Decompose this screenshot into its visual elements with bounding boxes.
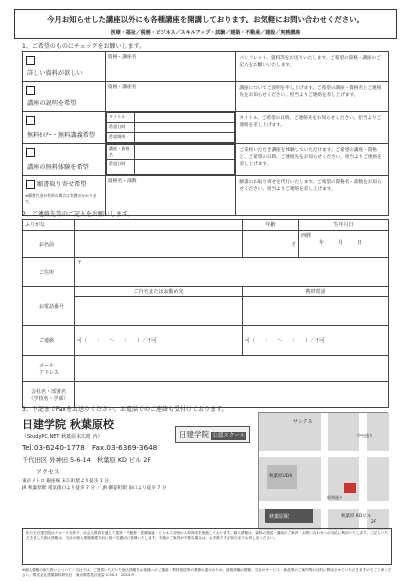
title-input[interactable]	[134, 113, 235, 123]
place-input[interactable]	[134, 133, 235, 143]
mobile-label: 携帯電話	[243, 287, 389, 297]
course-input[interactable]	[134, 145, 235, 160]
email-input[interactable]	[75, 356, 389, 382]
logo-text: 日建学院	[179, 430, 209, 439]
contact-label: ご連絡	[23, 326, 75, 356]
access-line1: 東京メトロ 銀座線 末広町駅より徒歩 1 分	[22, 479, 109, 484]
section1-title: 1、ご希望のものにチェックをお願いします。	[22, 43, 146, 50]
postal-label: 〒	[77, 260, 83, 266]
header-box	[14, 9, 397, 39]
month-label: 月	[338, 240, 344, 246]
phone-label: お電話番号	[23, 287, 75, 326]
field-label: 希望場所	[106, 133, 134, 143]
checkbox-application[interactable]	[26, 180, 35, 189]
company-label: 会社名・部署名 （学校名・学部）	[23, 382, 75, 408]
name-label: お名前	[23, 231, 75, 258]
address-label: ご住所	[23, 258, 75, 287]
field-label: 資格名・部数	[107, 179, 137, 184]
birthday-input[interactable]	[299, 231, 389, 258]
map-label: 中央通り	[357, 433, 373, 438]
access-map	[258, 412, 388, 529]
map-label: 2F	[371, 520, 377, 525]
checkbox-trial[interactable]	[26, 148, 35, 157]
era-label: 西暦	[301, 233, 312, 239]
contact-time-mobile[interactable]: 可（ ： ～ ： ）／不可	[243, 326, 389, 356]
table-row	[23, 144, 389, 176]
home-phone-input[interactable]	[75, 297, 243, 326]
email-label: メール アドレス	[23, 356, 75, 382]
checkbox-seminar[interactable]	[26, 116, 35, 125]
sai-label: 才	[243, 231, 299, 258]
access-line2: JR 秋葉原駅 電気街口より徒歩 7 分 ／ JR 御徒町駅 南口より徒歩 7 分	[22, 486, 167, 491]
field-label: 資格・講座名	[107, 55, 137, 60]
name-input[interactable]	[75, 231, 243, 258]
date-input[interactable]	[134, 123, 235, 133]
tel-fax	[22, 443, 166, 453]
checkbox-explanation[interactable]	[26, 86, 35, 95]
row-desc: パンフレット、資料等をお送りいたします。ご希望の資格・講座のご記入をお願いいたします。	[239, 56, 381, 68]
school-name: 日建学院 秋葉原校	[22, 418, 114, 431]
section3-title: 3、下記までFaxをお送りください。お電話でのご連絡も受付けております。	[22, 406, 228, 413]
checkbox-brochure[interactable]	[26, 56, 35, 65]
row-desc: 願書のお取り寄せを代行いたします。ご希望の資格名・部数をお知らせください。担当よりご連絡を差し上げます。	[239, 180, 382, 192]
request-table	[22, 51, 389, 216]
field-label: 希望日時	[106, 160, 134, 175]
field-label: 講座・資格名	[106, 145, 134, 160]
birthday-label: 生年月日	[299, 220, 389, 231]
mobile-input[interactable]	[243, 297, 389, 326]
school-address: 千代田区 外神田 5-6-14 秋葉原 KD ビル 2F	[22, 457, 152, 464]
access-title: アクセス	[36, 469, 60, 476]
address-input[interactable]	[75, 258, 389, 287]
table-row	[23, 112, 389, 144]
privacy-note: ※個人情報の取り扱いについて／当社では、ご提供いただいた個人情報をお客様へのご連絡・教材発送等の業務の遂行のため、資格試験の情報、当社のサービス・商品等のご案内等の目的に利用させていただきますのでご了承ください。株式会社建築資料研究社 東京都豊島区池袋 2-50-1 2015.9	[22, 568, 392, 577]
table-row	[23, 52, 389, 82]
year-label: 年	[319, 240, 325, 246]
age-label: 年齢	[243, 220, 299, 231]
row-label: 講座の無料体験を希望	[27, 164, 89, 171]
field-label: 希望日時	[106, 123, 134, 133]
day-label: 日	[357, 240, 363, 246]
row-note: ※願書代金が有料の場合は実費がかかります。	[25, 193, 97, 204]
tel-text: Tel.03-6240-1778	[22, 443, 85, 452]
row-desc: ご来校いただき講座を体験していただけます。ご希望の講座・資格と、ご希望の日時、ご連絡先をお知らせください。担当よりご連絡を差し上げます。	[239, 148, 382, 167]
row-label: 詳しい資料が欲しい	[27, 70, 83, 77]
row-desc: タイトル、ご希望の日時、ご連絡先をお知らせください。担当よりご連絡を差し上げます。	[239, 116, 382, 128]
furigana-input[interactable]	[75, 220, 243, 231]
header-line2: 医療・福祉／税務・ビジネス／スキルアップ・試験／建築・不動産／建設／実務講座	[110, 30, 301, 36]
section2-title: 2、ご連絡先等のご記入をお願いします。	[22, 211, 134, 218]
contact-time-home[interactable]: 可（ ： ～ ： ）／不可	[75, 326, 243, 356]
map-label: 秋葉原 KDビル	[341, 514, 372, 519]
field-label: 資格・講座名	[107, 85, 137, 90]
privacy-box: 私たち日建学院はグループ全体で、社会人教育を通じて建設・不動産・医療福祉・ビジネス分野の人材育成を推進しております。個人情報は、資料の発送・講座のご案内・お問い合わせへの対応に利用いたします。ご記入いただきました個人情報は、当社の個人情報保護方針に基づき適切に管理いたします。今後のご案内が不要な場合は、お手数ですが担当までお申し出ください。	[22, 528, 392, 565]
map-label: 秋葉原UDX	[269, 474, 293, 479]
map-label: 秋葉原駅	[269, 514, 290, 520]
map-label: サンクス	[293, 419, 313, 425]
home-phone-label: ご自宅またはお勤め先	[75, 287, 243, 297]
logo-badge	[175, 426, 250, 443]
date-input[interactable]	[134, 160, 235, 175]
contact-table	[22, 219, 389, 408]
fax-text: Fax.03-6369-3648	[92, 443, 158, 452]
row-label: 無料ｾﾐﾅｰ・無料講義希望	[27, 132, 96, 139]
school-sub: （StudyPC.NET 秋葉原末広町 内）	[22, 434, 103, 440]
table-row	[23, 82, 389, 112]
row-label: 講座の説明を希望	[27, 100, 77, 107]
furigana-label: ふりがな	[23, 220, 75, 231]
row-desc: 講座についてご説明を申し上げます。ご希望の講座・資格名とご連絡先をお知らせください。担当よりご連絡を差し上げます。	[239, 86, 382, 98]
field-label: タイトル	[106, 113, 134, 123]
map-label: 昭和通り	[327, 495, 343, 500]
logo-text2: 公認スクール	[212, 433, 246, 439]
row-label: 願書取り寄せ希望	[36, 181, 87, 188]
school-info	[22, 416, 166, 491]
header-line1: 今月お知らせした講座以外にも各種講座を開講しております。お気軽にお問い合わせください。	[47, 15, 364, 24]
